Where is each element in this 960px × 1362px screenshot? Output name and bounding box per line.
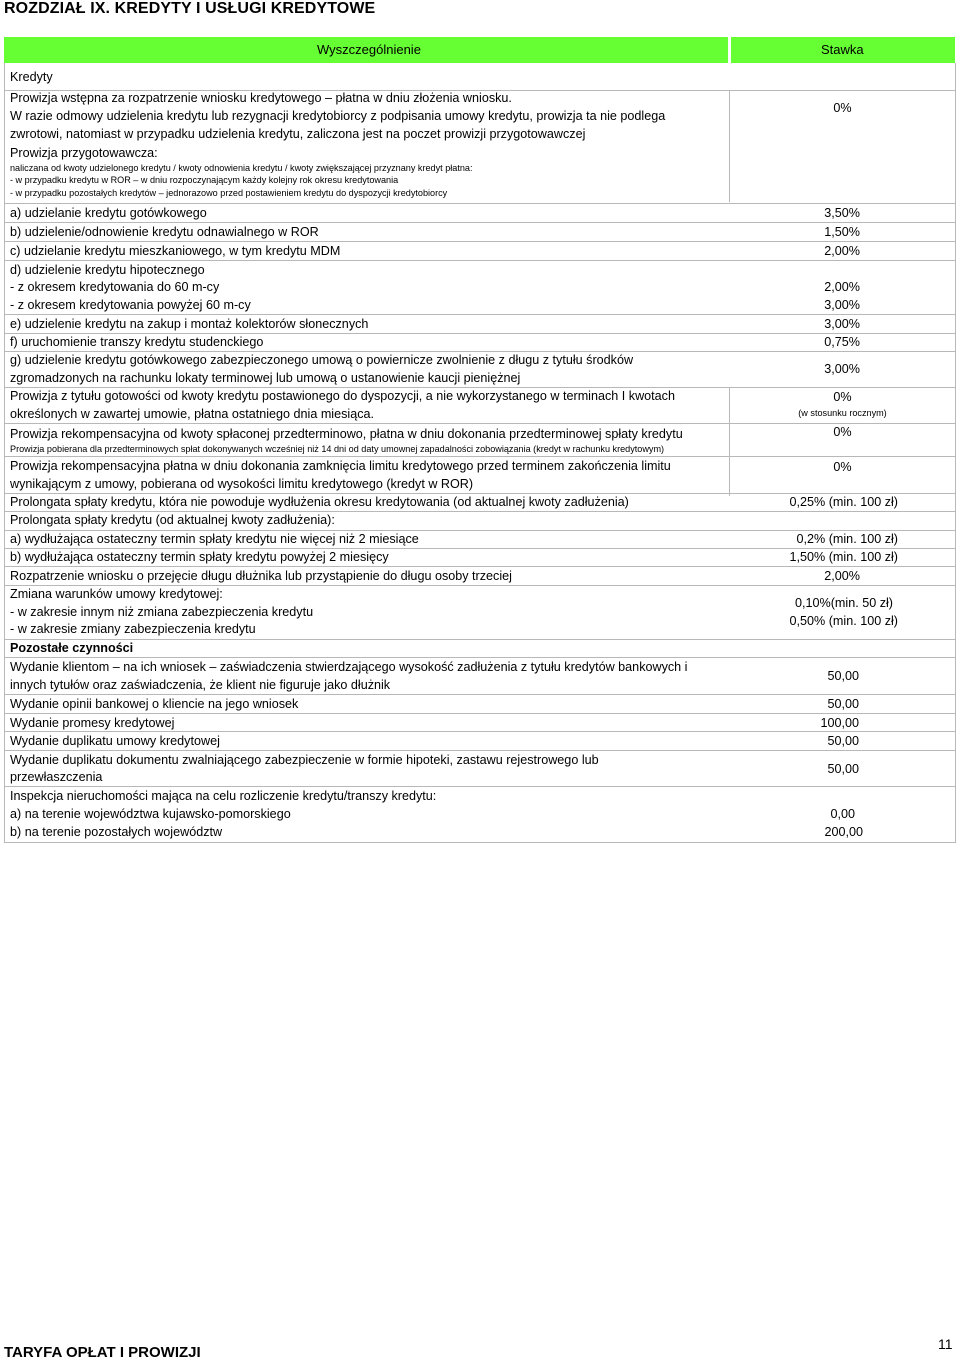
- prowizja-przygotowawcza-note2: - w przypadku kredytu w ROR – w dniu rozpoczynającym każdy kolejny rok okresu kredytowania: [10, 175, 399, 185]
- row-zmiana-sub1: - w zakresie innym niż zmiana zabezpieczenia kredytu: [10, 605, 314, 619]
- row-c-label: c) udzielanie kredytu mieszkaniowego, w tym kredytu MDM: [10, 244, 341, 258]
- prowizja-przygotowawcza-note3: - w przypadku pozostałych kredytów – jednorazowo przed postawieniem kredytu do dyspozycji kredytobiorcy: [10, 188, 448, 198]
- row-e-rate: 3,00%: [824, 317, 860, 331]
- row-d-label: d) udzielenie kredytu hipotecznego: [10, 263, 205, 277]
- row-rekomp1-rate: 0%: [833, 425, 852, 439]
- other-promesa-rate: 100,00: [820, 716, 859, 730]
- row-rekomp2-line2: wynikającym z umowy, pobierana od wysokości limitu kredytowego (kredyt w ROR): [10, 477, 474, 491]
- prowizja-wstepna-line1: Prowizja wstępna za rozpatrzenie wniosku kredytowego – płatna w dniu złożenia wniosku.: [10, 91, 512, 105]
- other-inspekcja-label: Inspekcja nieruchomości mająca na celu rozliczenie kredytu/transzy kredytu:: [10, 789, 437, 803]
- table-header-rate: [731, 37, 955, 63]
- row-prolong1-label: Prolongata spłaty kredytu, która nie powoduje wydłużenia okresu kredytowania (od aktualnej kwoty zadłużenia): [10, 495, 629, 509]
- row-d-sub1: - z okresem kredytowania do 60 m-cy: [10, 280, 220, 294]
- row-g-line2: zgromadzonych na rachunku lokaty terminowej lub umową o ustanowienie kaucji pieniężnej: [10, 371, 521, 385]
- row-f-rate: 0,75%: [824, 335, 860, 349]
- row-prolong2-label: Prolongata spłaty kredytu (od aktualnej kwoty zadłużenia):: [10, 513, 335, 527]
- table-header-description: [4, 37, 728, 63]
- row-a-rate: 3,50%: [824, 206, 860, 220]
- row-przejecie-rate: 2,00%: [824, 569, 860, 583]
- row-zmiana-sub2: - w zakresie zmiany zabezpieczenia kredytu: [10, 622, 256, 636]
- row-gotowosc-rate-note: (w stosunku rocznym): [798, 408, 887, 418]
- other-zaswiadczenie-line1: Wydanie klientom – na ich wniosek – zaświadczenia stwierdzającego wysokość zadłużenia z tytułu kredytów bankowych i: [10, 660, 688, 674]
- row-d-rate2: 3,00%: [824, 298, 860, 312]
- other-opinia-rate: 50,00: [827, 697, 859, 711]
- other-zaswiadczenie-line2: innych tytułów oraz zaświadczenia, że klient nie figuruje jako dłużnik: [10, 678, 391, 692]
- row-prolong2-a: a) wydłużająca ostateczny termin spłaty kredytu nie więcej niż 2 miesiące: [10, 532, 419, 546]
- prowizja-przygotowawcza-note1: naliczana od kwoty udzielonego kredytu / kwoty odnowienia kredytu / kwoty zwiększającej przyznany kredyt płatna:: [10, 163, 473, 173]
- other-opinia-label: Wydanie opinii bankowej o kliencie na jego wniosek: [10, 697, 299, 711]
- row-f-label: f) uruchomienie transzy kredytu studenckiego: [10, 335, 264, 349]
- page-number: 11: [938, 1336, 953, 1352]
- other-inspekcja-a-rate: 0,00: [830, 807, 855, 821]
- section-title-pozostale: Pozostałe czynności: [10, 641, 134, 655]
- other-inspekcja-a: a) na terenie województwa kujawsko-pomorskiego: [10, 807, 291, 821]
- other-duplikat-dok-rate: 50,00: [827, 762, 859, 776]
- row-gotowosc-line2: określonych w zawartej umowie, płatna ostatniego dnia miesiąca.: [10, 407, 375, 421]
- row-e-label: e) udzielenie kredytu na zakup i montaż kolektorów słonecznych: [10, 317, 369, 331]
- other-duplikat-dok-line1: Wydanie duplikatu dokumentu zwalniającego zabezpieczenie w formie hipoteki, zastawu rejestrowego lub: [10, 753, 599, 767]
- prowizja-przygotowawcza-title: Prowizja przygotowawcza:: [10, 146, 158, 160]
- row-rekomp2-rate: 0%: [833, 460, 852, 474]
- other-duplikat-label: Wydanie duplikatu umowy kredytowej: [10, 734, 220, 748]
- header-col-rate: Stawka: [821, 42, 864, 57]
- section-title-kredyty: Kredyty: [10, 70, 53, 84]
- row-zmiana-rate2: 0,50% (min. 100 zł): [789, 614, 898, 628]
- row-gotowosc-rate: 0%: [833, 390, 852, 404]
- row-przejecie-label: Rozpatrzenie wniosku o przejęcie długu dłużnika lub przystąpienie do długu osoby trzeciej: [10, 569, 512, 583]
- row-gotowosc-line1: Prowizja z tytułu gotowości od kwoty kredytu postawionego do dyspozycji, a nie wykorzystanego w terminach I kwotach: [10, 389, 675, 403]
- row-prolong2-b-rate: 1,50% (min. 100 zł): [789, 550, 898, 564]
- row-zmiana-label: Zmiana warunków umowy kredytowej:: [10, 587, 223, 601]
- row-prolong1-rate: 0,25% (min. 100 zł): [789, 495, 898, 509]
- other-promesa-label: Wydanie promesy kredytowej: [10, 716, 175, 730]
- row-rekomp1-note: Prowizja pobierana dla przedterminowych spłat dokonywanych wcześniej niż 14 dni od daty umownej zapadalności zobowiązania (kredyt w rachunku kredytowym): [10, 444, 665, 454]
- row-prolong2-a-rate: 0,2% (min. 100 zł): [796, 532, 898, 546]
- header-col-description: Wyszczególnienie: [317, 42, 421, 57]
- other-inspekcja-b-rate: 200,00: [824, 825, 863, 839]
- row-a-label: a) udzielanie kredytu gotówkowego: [10, 206, 207, 220]
- row-rekomp1-line1: Prowizja rekompensacyjna od kwoty spłaconej przedterminowo, płatna w dniu dokonania przedterminowej spłaty kredytu: [10, 427, 683, 441]
- row-rekomp2-line1: Prowizja rekompensacyjna płatna w dniu dokonania zamknięcia limitu kredytowego przed terminem zakończenia limitu: [10, 459, 671, 473]
- footer-title: TARYFA OPŁAT I PROWIZJI: [4, 1344, 201, 1361]
- other-inspekcja-b: b) na terenie pozostałych województw: [10, 825, 223, 839]
- prowizja-wstepna-rate: 0%: [833, 101, 852, 115]
- row-g-rate: 3,00%: [824, 362, 860, 376]
- row-d-sub2: - z okresem kredytowania powyżej 60 m-cy: [10, 298, 251, 312]
- row-g-line1: g) udzielenie kredytu gotówkowego zabezpieczonego umową o powiernicze zwolnienie z długu z tytułu środków: [10, 353, 634, 367]
- other-zaswiadczenie-rate: 50,00: [827, 669, 859, 683]
- prowizja-wstepna-line2: W razie odmowy udzielenia kredytu lub rezygnacji kredytobiorcy z podpisania umowy kredytu, prowizja ta nie podlega: [10, 109, 666, 123]
- row-d-rate1: 2,00%: [824, 280, 860, 294]
- row-prolong2-b: b) wydłużająca ostateczny termin spłaty kredytu powyżej 2 miesięcy: [10, 550, 389, 564]
- other-duplikat-rate: 50,00: [827, 734, 859, 748]
- chapter-title: ROZDZIAŁ IX. KREDYTY I USŁUGI KREDYTOWE: [4, 0, 376, 17]
- prowizja-wstepna-line3: zwrotowi, natomiast w przypadku udzielenia kredytu, zaliczona jest na poczet prowizji przygotowawczej: [10, 127, 586, 141]
- other-duplikat-dok-line2: przewłaszczenia: [10, 770, 103, 784]
- row-b-label: b) udzielenie/odnowienie kredytu odnawialnego w ROR: [10, 225, 319, 239]
- row-zmiana-rate1: 0,10%(min. 50 zł): [795, 596, 893, 610]
- row-c-rate: 2,00%: [824, 244, 860, 258]
- row-b-rate: 1,50%: [824, 225, 860, 239]
